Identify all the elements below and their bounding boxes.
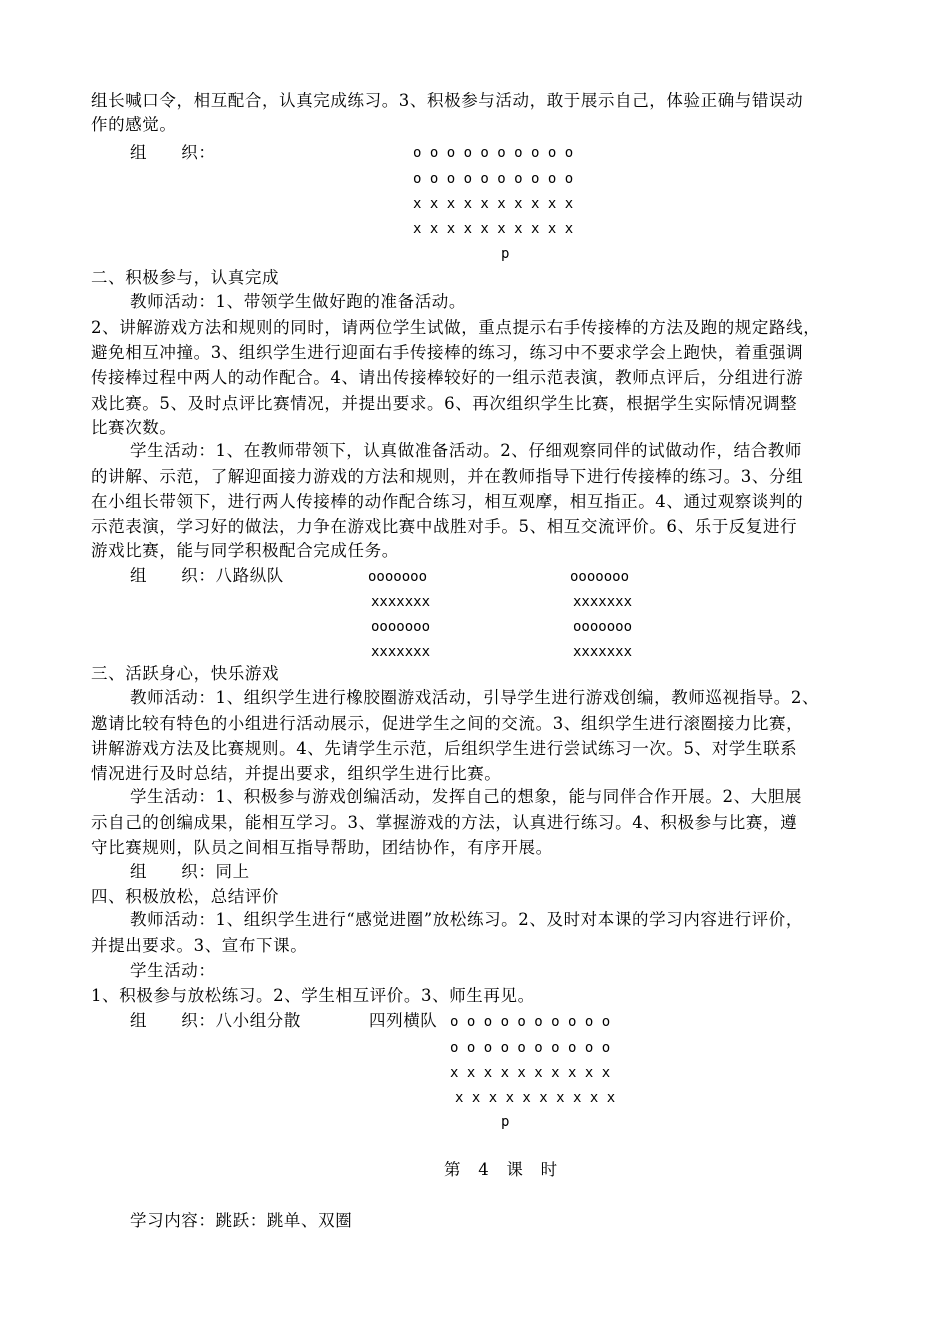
formation-row: ooooooo <box>570 569 630 585</box>
formation-row: xxxxxxx <box>371 594 431 610</box>
paragraph-line: 的讲解、示范，了解迎面接力游戏的方法和规则，并在教师指导下进行传接棒的练习。3、分组 <box>91 467 804 486</box>
paragraph-line: 学生活动：1、积极参与游戏创编活动，发挥自己的想象，能与同伴合作开展。2、大胆展 <box>130 787 802 806</box>
paragraph-line: 邀请比较有特色的小组进行活动展示，促进学生之间的交流。3、组织学生进行滚圈接力比赛， <box>91 714 804 733</box>
organization-label: 组 织：八路纵队 <box>130 566 284 585</box>
paragraph-line: 1、积极参与放松练习。2、学生相互评价。3、师生再见。 <box>91 986 535 1005</box>
formation-row: o o o o o o o o o o <box>450 1014 611 1030</box>
paragraph-line: 学生活动：1、在教师带领下，认真做准备活动。2、仔细观察同伴的试做动作，结合教师 <box>130 441 802 460</box>
paragraph-line: 教师活动：1、组织学生进行橡胶圈游戏活动，引导学生进行游戏创编，教师巡视指导。2、 <box>130 688 820 707</box>
formation-row: o o o o o o o o o o <box>450 1040 611 1056</box>
formation-row: o o o o o o o o o o <box>413 145 574 161</box>
formation-row: o o o o o o o o o o <box>413 171 574 187</box>
paragraph-line: 守比赛规则，队员之间相互指导帮助，团结协作，有序开展。 <box>91 838 553 857</box>
formation-row: ooooooo <box>371 619 431 635</box>
lesson-title: 第 4 课 时 <box>444 1160 558 1179</box>
formation-row: x x x x x x x x x x <box>413 221 574 237</box>
formation-row: ooooooo <box>573 619 633 635</box>
paragraph-line: 避免相互冲撞。3、组织学生进行迎面右手传接棒的练习，练习中不要求学会上跑快，着重强调 <box>91 343 804 362</box>
formation-row: xxxxxxx <box>371 644 431 660</box>
paragraph-line: 比赛次数。 <box>91 418 177 437</box>
formation-row: x x x x x x x x x x <box>450 1065 611 1081</box>
formation-row: xxxxxxx <box>573 644 633 660</box>
organization-label: 组 织： <box>130 143 216 162</box>
formation-row: x x x x x x x x x x <box>455 1090 616 1106</box>
paragraph-line: 2、讲解游戏方法和规则的同时，请两位学生试做，重点提示右手传接棒的方法及跑的规定路线， <box>91 318 821 337</box>
paragraph-line: 示自己的创编成果，能相互学习。3、掌握游戏的方法，认真进行练习。4、积极参与比赛，遵 <box>91 813 798 832</box>
teacher-position: p <box>501 1114 510 1130</box>
learning-content: 学习内容：跳跃：跳单、双圈 <box>130 1211 353 1230</box>
section-heading: 四、积极放松，总结评价 <box>91 887 280 906</box>
formation-label: 四列横队 <box>369 1011 438 1030</box>
formation-row: xxxxxxx <box>573 594 633 610</box>
paragraph-line: 讲解游戏方法及比赛规则。4、先请学生示范，后组织学生进行尝试练习一次。5、对学生联系 <box>91 739 798 758</box>
paragraph-line: 游戏比赛，能与同学积极配合完成任务。 <box>91 541 399 560</box>
paragraph-line: 并提出要求。3、宣布下课。 <box>91 936 308 955</box>
teacher-position: p <box>501 246 510 262</box>
organization-label: 组 织：八小组分散 <box>130 1011 301 1030</box>
paragraph-line: 传接棒过程中两人的动作配合。4、请出传接棒较好的一组示范表演，教师点评后，分组进行游 <box>91 368 804 387</box>
paragraph-line: 作的感觉。 <box>91 115 177 134</box>
formation-row: ooooooo <box>368 569 428 585</box>
paragraph-line: 情况进行及时总结，并提出要求，组织学生进行比赛。 <box>91 764 502 783</box>
formation-row: x x x x x x x x x x <box>413 196 574 212</box>
organization-label: 组 织：同上 <box>130 862 250 881</box>
paragraph-line: 组长喊口令，相互配合，认真完成练习。3、积极参与活动，敢于展示自己，体验正确与错误动 <box>91 91 804 110</box>
paragraph-line: 学生活动： <box>130 961 216 980</box>
paragraph-line: 教师活动：1、带领学生做好跑的准备活动。 <box>130 292 466 311</box>
paragraph-line: 戏比赛。5、及时点评比赛情况，并提出要求。6、再次组织学生比赛，根据学生实际情况调整 <box>91 394 798 413</box>
section-heading: 三、活跃身心，快乐游戏 <box>91 664 280 683</box>
section-heading: 二、积极参与，认真完成 <box>91 268 280 287</box>
paragraph-line: 教师活动：1、组织学生进行“感觉进圈”放松练习。2、及时对本课的学习内容进行评价， <box>130 910 803 929</box>
paragraph-line: 示范表演，学习好的做法，力争在游戏比赛中战胜对手。5、相互交流评价。6、乐于反复进行 <box>91 517 798 536</box>
paragraph-line: 在小组长带领下，进行两人传接棒的动作配合练习，相互观摩，相互指正。4、通过观察谈判的 <box>91 492 804 511</box>
